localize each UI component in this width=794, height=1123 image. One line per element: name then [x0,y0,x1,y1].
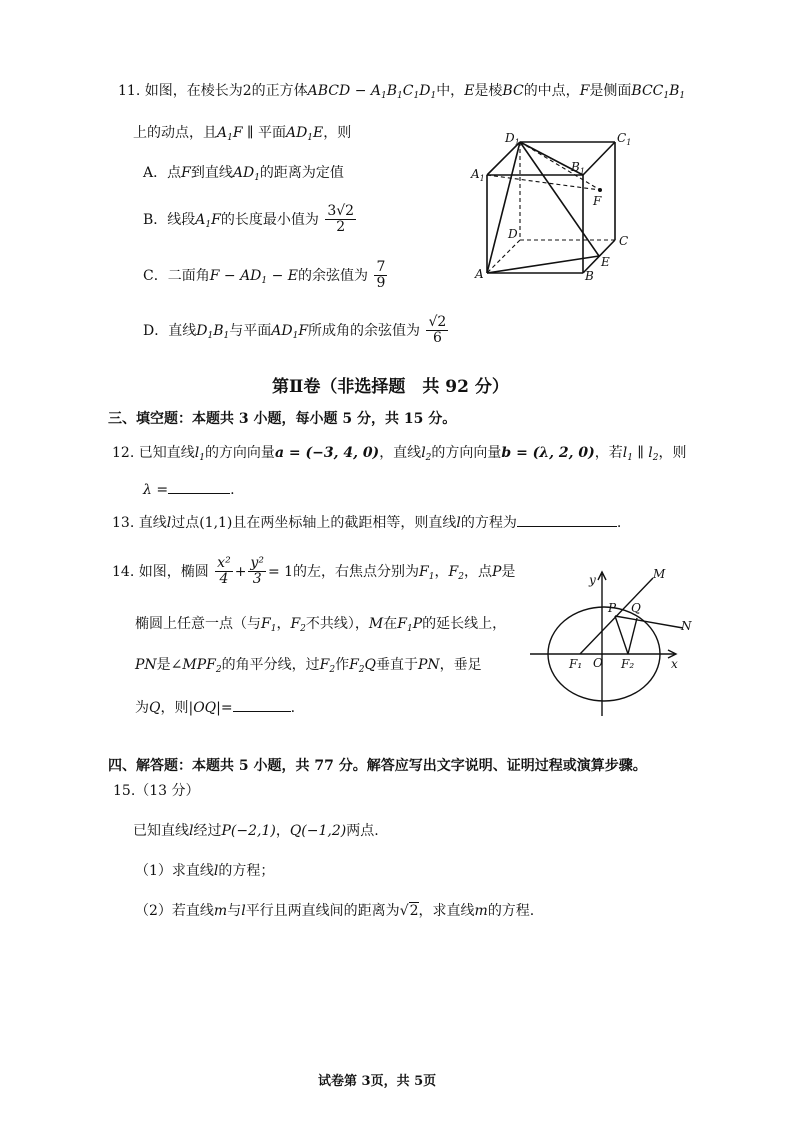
label-A1: $A_1$ [471,167,485,183]
edge-D1E [520,142,599,256]
q11-option-a: A．点F到直线$AD_1$的距离为定值 [143,165,344,183]
q11-option-b: B．线段$A_1F$的长度最小值为 $\frac{3√2}{2}$ [143,203,355,236]
label-F1: F₁ [569,657,583,671]
label-Q: Q [631,601,641,615]
q14-line4: 为Q，则|OQ|= . [135,700,296,716]
label-A: A [475,267,484,281]
page-footer: 试卷第 3页，共 5页 [318,1074,437,1089]
label-N: N [681,619,692,633]
edge-D1A [487,142,520,273]
q15-sub1: （1）求直线l的方程； [135,863,275,879]
q12-line1: 12. 已知直线$l_1$的方向向量a = (−3, 4, 0)，直线$l_2$的方向向量b = (λ, 2, 0)，若$l_1$ ∥ $l_2$，则 [112,445,687,463]
q15-header: 15.（13 分） [113,783,200,799]
cube-figure [465,128,645,288]
label-M: M [653,567,666,581]
label-C1: $C_1$ [617,131,632,147]
label-O: O [593,656,603,670]
line-F2Q [628,618,637,654]
q12-answer-blank [168,493,230,494]
section4-heading: 四、解答题：本题共 5 小题，共 77 分。解答应写出文字说明、证明过程或演算步骤。 [108,758,647,774]
label-P: P [608,601,617,615]
label-E: E [601,255,610,269]
q11-line2: 上的动点，且$A_1F$ ∥ 平面$AD_1E$，则 [133,125,352,143]
q12-line2: λ = . [143,482,235,498]
hidden-D1F [520,142,600,190]
part2-title: 第Ⅱ卷（非选择题 共 92 分） [272,377,509,397]
label-D: D [508,227,518,241]
q14-answer-blank [233,711,291,712]
q13-answer-blank [517,526,617,527]
q15-statement: 已知直线l经过P(−2,1)，Q(−1,2)两点. [133,823,379,839]
label-C: C [619,234,629,248]
q14-line3: PN是$\angle MPF_2$的角平分线，过$F_2$作$F_2Q$垂直于PN，垂足 [135,657,482,675]
label-F: F [593,194,602,208]
q15-sub2: （2）若直线m与l平行且两直线间的距离为√2，求直线m的方程. [135,903,535,919]
q11-option-d: D．直线$D_1B_1$与平面$AD_1F$所成角的余弦值为 $\frac{√2}{6}$ [143,314,447,347]
section3-heading: 三、填空题：本题共 3 小题，每小题 5 分，共 15 分。 [108,411,457,427]
q14-line1: 14. 如图，椭圆 $\frac{\text{x²}}{4}$ + $\frac{\text{y²}}{3}$ = 1的左，右焦点分别为$F_1$，$F_2$，点P是 [112,555,516,588]
ellipse-figure [525,566,700,721]
label-x: x [671,657,678,671]
label-F2: F₂ [621,657,635,671]
q11-line1: 11. 如图，在棱长为2的正方体ABCD − $A_1B_1C_1D_1$中，E是棱BC的中点，F是侧面$BCC_1B_1$ [118,83,686,101]
q11-option-c: C．二面角$F - AD_1 - E$的余弦值为 $\frac{7}{9}$ [143,259,386,292]
label-y: y [589,573,596,587]
label-D1: $D_1$ [505,131,520,147]
line-PF2 [615,616,628,654]
point-F [598,188,602,192]
q13-line: 13. 直线l过点(1,1)且在两坐标轴上的截距相等，则直线l的方程为 . [112,515,622,531]
label-B: B [585,269,594,283]
label-B1: $B_1$ [571,160,585,176]
edge-C1B1 [583,142,615,175]
q14-line2: 椭圆上任意一点（与$F_1$，$F_2$不共线），M在$F_1P$的延长线上， [135,616,507,634]
